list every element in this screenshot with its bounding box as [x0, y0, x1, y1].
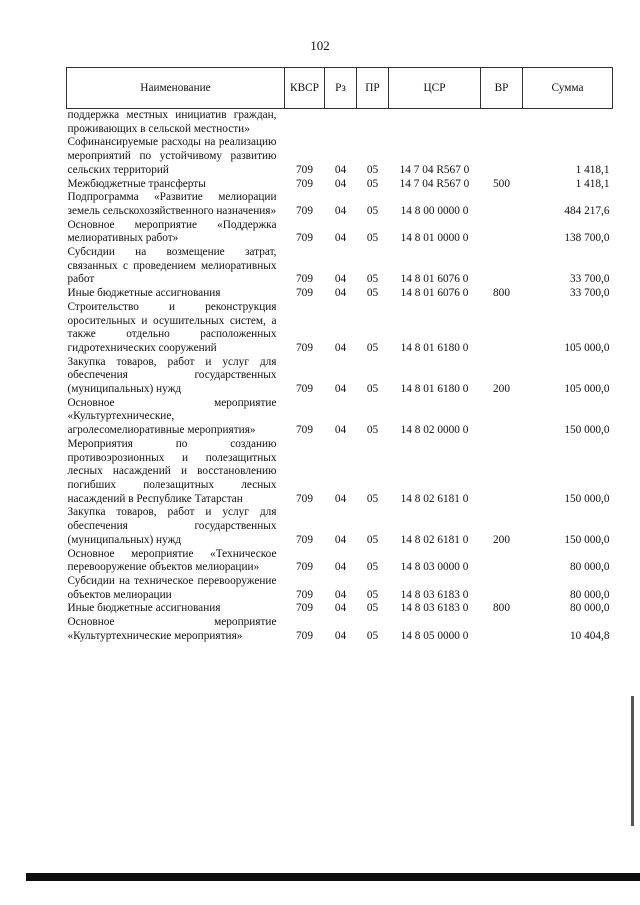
row-sum — [523, 109, 613, 137]
row-sum: 150 000,0 — [564, 492, 610, 505]
row-vr: 800 — [493, 602, 510, 615]
row-csr: 14 7 04 R567 0 — [399, 163, 470, 176]
row-pr: 05 — [366, 629, 379, 642]
row-name: Подпрограмма «Развитие мелиорации земель сельскохозяйственного назначения» — [67, 191, 277, 217]
row-name: Закупка товаров, работ и услуг для обеспечения государственных (муниципальных) нужд — [67, 355, 277, 396]
row-sum: 138 700,0 — [564, 232, 610, 245]
row-name: Основное мероприятие «Культуртехнические мероприятия» — [67, 616, 277, 642]
row-pr: 05 — [366, 424, 379, 437]
row-name: Закупка товаров, работ и услуг для обеспечения государственных (муниципальных) нужд — [67, 506, 277, 546]
row-name: Софинансируемые расходы на реализацию мероприятий по устойчивому развитию сельских территорий — [67, 136, 277, 176]
row-pr: 05 — [366, 602, 379, 615]
row-csr: 14 8 00 0000 0 — [400, 204, 469, 217]
table-row — [67, 178, 613, 192]
row-name: Основное мероприятие «Культуртехнические, агролесомелиоративные мероприятия» — [67, 396, 277, 437]
row-vr — [481, 136, 523, 177]
row-vr — [481, 191, 523, 218]
row-vr: 200 — [493, 383, 510, 396]
header-sum: Сумма — [523, 68, 613, 109]
row-csr: 14 7 04 R567 0 — [399, 177, 470, 190]
row-kvsr: 709 — [296, 561, 313, 574]
row-rz: 04 — [334, 492, 347, 505]
table-row — [67, 191, 613, 218]
row-csr: 14 8 01 6180 0 — [400, 383, 469, 396]
row-pr: 05 — [366, 273, 379, 286]
row-csr: 14 8 03 6183 0 — [400, 588, 469, 601]
row-rz: 04 — [334, 629, 347, 642]
row-sum: 1 418,1 — [575, 177, 610, 190]
row-vr — [481, 301, 523, 356]
header-pr: ПР — [357, 68, 389, 109]
scan-edge-shadow — [631, 696, 634, 826]
row-kvsr: 709 — [296, 383, 313, 396]
row-kvsr — [285, 109, 325, 137]
row-vr — [481, 397, 523, 438]
row-pr: 05 — [366, 383, 379, 396]
row-pr: 05 — [366, 533, 379, 546]
row-rz: 04 — [334, 232, 347, 245]
row-vr — [481, 548, 523, 575]
row-kvsr: 709 — [296, 341, 313, 354]
row-sum: 1 418,1 — [575, 163, 610, 176]
table-row — [67, 287, 613, 301]
row-kvsr: 709 — [296, 533, 313, 546]
row-csr: 14 8 02 0000 0 — [400, 424, 469, 437]
row-rz: 04 — [334, 602, 347, 615]
row-kvsr: 709 — [296, 163, 313, 176]
row-csr: 14 8 01 0000 0 — [400, 232, 469, 245]
header-vr: ВР — [481, 68, 523, 109]
table-row — [67, 397, 613, 438]
row-kvsr: 709 — [296, 177, 313, 190]
row-vr — [481, 616, 523, 643]
table-row — [67, 301, 613, 356]
header-name: Наименование — [67, 68, 285, 109]
table-row — [67, 602, 613, 616]
row-name: Иные бюджетные ассигнования — [67, 287, 221, 300]
row-rz: 04 — [334, 588, 347, 601]
row-rz — [325, 109, 357, 137]
row-csr: 14 8 01 6076 0 — [400, 287, 469, 300]
row-pr: 05 — [366, 204, 379, 217]
table-row — [67, 575, 613, 602]
row-sum: 80 000,0 — [569, 602, 610, 615]
row-name: Субсидии на техническое перевооружение объектов мелиорации — [67, 574, 277, 601]
row-kvsr: 709 — [296, 424, 313, 437]
header-rz: Рз — [325, 68, 357, 109]
row-name: Строительство и реконструкция оросительных и осушительных систем, а также отдельно расположенных гидротехнических сооружений — [67, 300, 277, 354]
row-pr: 05 — [366, 492, 379, 505]
row-pr: 05 — [366, 341, 379, 354]
row-kvsr: 709 — [296, 287, 313, 300]
row-rz: 04 — [334, 287, 347, 300]
row-rz: 04 — [334, 561, 347, 574]
header-csr: ЦСР — [389, 68, 481, 109]
row-kvsr: 709 — [296, 273, 313, 286]
row-sum: 80 000,0 — [569, 588, 610, 601]
row-sum: 105 000,0 — [564, 383, 610, 396]
row-vr — [481, 575, 523, 602]
table-row — [67, 438, 613, 507]
row-kvsr: 709 — [296, 588, 313, 601]
row-csr: 14 8 01 6180 0 — [400, 341, 469, 354]
row-vr — [481, 219, 523, 246]
row-pr: 05 — [366, 287, 379, 300]
table-row — [67, 136, 613, 177]
row-csr: 14 8 02 6181 0 — [400, 533, 469, 546]
row-rz: 04 — [334, 163, 347, 176]
row-kvsr: 709 — [296, 232, 313, 245]
row-sum: 10 404,8 — [569, 629, 610, 642]
row-csr: 14 8 03 6183 0 — [400, 602, 469, 615]
table-row — [67, 616, 613, 643]
row-rz: 04 — [334, 341, 347, 354]
row-rz: 04 — [334, 204, 347, 217]
table-row — [67, 219, 613, 246]
row-vr: 500 — [493, 177, 510, 190]
row-rz: 04 — [334, 273, 347, 286]
header-kvsr: КВСР — [285, 68, 325, 109]
row-name: поддержка местных инициатив граждан, проживающих в сельской местности» — [67, 109, 277, 135]
row-pr: 05 — [366, 588, 379, 601]
row-pr: 05 — [366, 163, 379, 176]
row-pr — [357, 109, 389, 137]
row-vr — [481, 246, 523, 287]
row-vr — [481, 438, 523, 507]
table-row — [67, 356, 613, 397]
table-row — [67, 109, 613, 137]
row-csr: 14 8 01 6076 0 — [400, 273, 469, 286]
row-vr: 800 — [493, 287, 510, 300]
row-pr: 05 — [366, 177, 379, 190]
row-kvsr: 709 — [296, 204, 313, 217]
row-pr: 05 — [366, 561, 379, 574]
row-pr: 05 — [366, 232, 379, 245]
row-rz: 04 — [334, 424, 347, 437]
table-row — [67, 548, 613, 575]
row-rz: 04 — [334, 177, 347, 190]
budget-table-container — [66, 67, 612, 643]
row-kvsr: 709 — [296, 602, 313, 615]
table-row — [67, 506, 613, 547]
row-sum: 150 000,0 — [564, 424, 610, 437]
row-rz: 04 — [334, 383, 347, 396]
row-name: Субсидии на возмещение затрат, связанных с проведением мелиоративных работ — [67, 246, 277, 286]
table-header-row — [67, 68, 613, 109]
row-sum: 33 700,0 — [569, 273, 610, 286]
row-vr — [481, 109, 523, 137]
row-sum: 150 000,0 — [564, 533, 610, 546]
row-sum: 484 217,6 — [564, 204, 610, 217]
row-csr: 14 8 05 0000 0 — [400, 629, 469, 642]
page-number: 102 — [310, 38, 330, 53]
row-name: Основное мероприятие «Техническое перевооружение объектов мелиорации» — [67, 547, 277, 574]
row-sum: 33 700,0 — [569, 287, 610, 300]
row-name: Мероприятия по созданию противоэрозионных и полезащитных лесных насаждений и восстановлению погибших полезащитных лесных насаждений в Республике Татарстан — [67, 437, 277, 505]
scan-bottom-bar — [26, 873, 640, 881]
row-sum: 80 000,0 — [569, 561, 610, 574]
row-vr: 200 — [493, 533, 510, 546]
row-name: Межбюджетные трансферты — [67, 177, 206, 190]
budget-table — [66, 67, 613, 643]
row-kvsr: 709 — [296, 629, 313, 642]
row-csr — [389, 109, 481, 137]
row-csr: 14 8 02 6181 0 — [400, 492, 469, 505]
row-csr: 14 8 03 0000 0 — [400, 561, 469, 574]
row-kvsr: 709 — [296, 492, 313, 505]
row-sum: 105 000,0 — [564, 341, 610, 354]
row-name: Иные бюджетные ассигнования — [67, 602, 221, 615]
table-row — [67, 246, 613, 287]
row-rz: 04 — [334, 533, 347, 546]
row-name: Основное мероприятие «Поддержка мелиоративных работ» — [67, 218, 277, 245]
